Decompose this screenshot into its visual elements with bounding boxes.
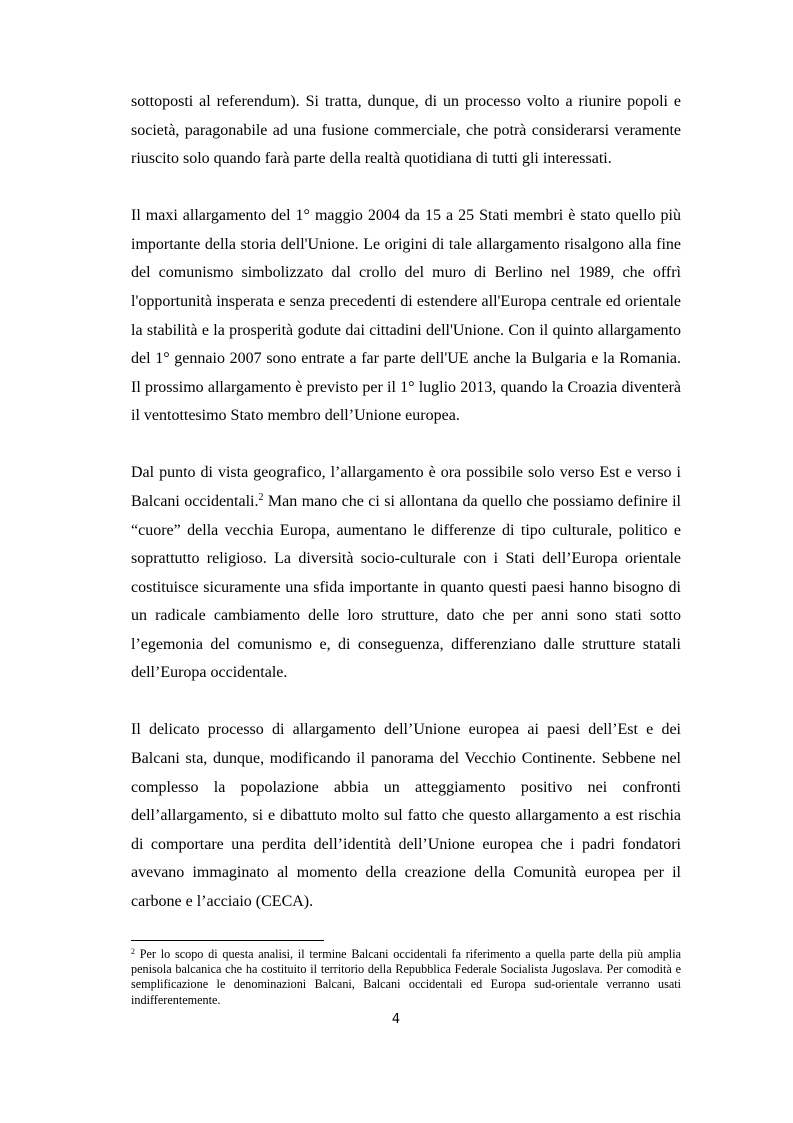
paragraph-2-text: Il maxi allargamento del 1° maggio 2004 da 15 a 25 Stati membri è stato quello più importante della storia dell'Unione. Le origini di tale allargamento risalgono alla fine del comunismo simbolizzato dal crollo del muro di Berlino nel 1989, che offrì l'opportunità insperata e senza precedenti di estendere all'Europa centrale ed orientale la stabilità e la prosperità godute dai cittadini dell'Unione. Con il quinto allargamento del 1° gennaio 2007 sono entrate a far parte dell'UE anche la Bulgaria e la Romania. Il prossimo allargamento è previsto per il 1° luglio 2013, quando la Croazia diventerà il ventottesimo Stato membro dell’Unione europea. [131, 207, 681, 425]
footnote-reference[interactable]: 2 [258, 491, 264, 503]
paragraph-1-text: sottoposti al referendum). Si tratta, dunque, di un processo volto a riunire popoli e società, paragonabile ad una fusione commerciale, che potrà considerarsi veramente riuscito solo quando farà parte della realtà quotidiana di tutti gli interessati. [131, 93, 681, 168]
paragraph-3-text-before-ref: Dal punto di vista geografico, l’allargamento è ora possibile solo verso Est e verso i Balcani occidentali. [131, 464, 681, 510]
paragraph-2 [131, 202, 681, 431]
paragraph-4 [131, 716, 681, 916]
footnote-text: Per lo scopo di questa analisi, il termine Balcani occidentali fa riferimento a quella parte della più amplia penisola balcanica che ha costituito il territorio della Repubblica Federale Socialista Jugoslava. Per comodità e semplificazione le denominazioni Balcani, Balcani occidentali ed Europa sud-orientale verranno usati indifferentemente. [131, 947, 681, 1007]
footnote-separator [131, 940, 324, 941]
page-number: 4 [391, 1012, 401, 1027]
footnote [131, 947, 681, 1008]
paragraph-3-text-after-ref: Man mano che ci si allontana da quello che possiamo definire il “cuore” della vecchia Europa, aumentano le differenze di tipo culturale, politico e soprattutto religioso. La diversità socio-culturale con i Stati dell’Europa orientale costituisce sicuramente una sfida importante in quanto questi paesi hanno bisogno di un radicale cambiamento delle loro strutture, dato che per anni sono stati sotto l’egemonia del comunismo e, di conseguenza, differenziano dalle strutture statali dell’Europa occidentale. [131, 492, 681, 682]
footnote-number: 2 [131, 947, 135, 956]
page-body [131, 88, 681, 917]
paragraph-3 [131, 459, 681, 688]
paragraph-4-text: Il delicato processo di allargamento dell’Unione europea ai paesi dell’Est e dei Balcani sta, dunque, modificando il panorama del Vecchio Continente. Sebbene nel complesso la popolazione abbia un atteggiamento positivo nei confronti dell’allargamento, si e dibattuto molto sul fatto che questo allargamento a est rischia di comportare una perdita dell’identità dell’Unione europea che i padri fondatori avevano immaginato al momento della creazione della Comunità europea per il carbone e l’acciaio (CECA). [131, 721, 681, 911]
paragraph-1 [131, 88, 681, 174]
